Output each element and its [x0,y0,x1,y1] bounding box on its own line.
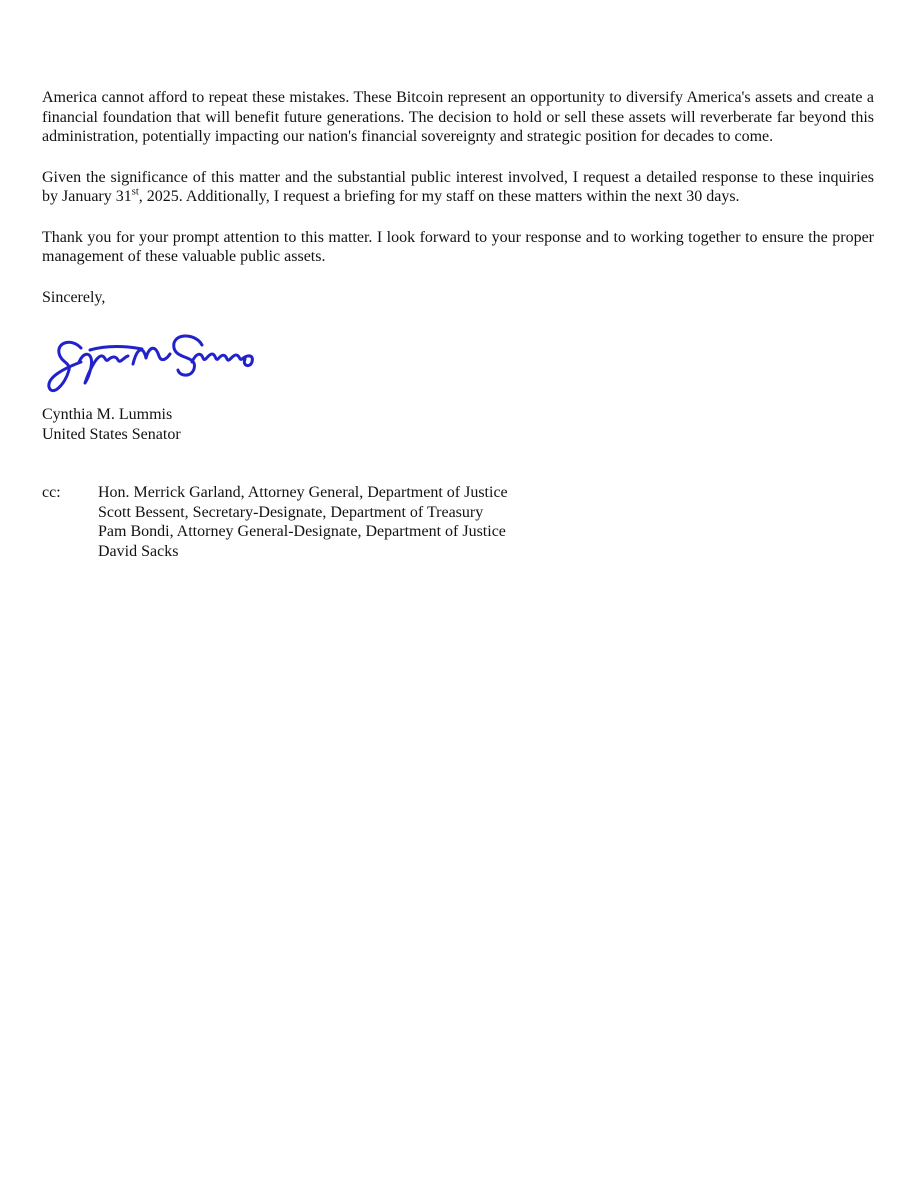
closing-salutation: Sincerely, [42,288,106,306]
cc-label: cc: [42,484,61,501]
letter-paragraph-2 [42,168,874,207]
signature-image [42,331,258,399]
signer-name: Cynthia M. Lummis [42,406,173,423]
paragraph-2-text-after: , 2025. Additionally, I request a briefing for my staff on these matters within the next 30 days. [138,188,740,205]
letter-paragraph-3: Thank you for your prompt attention to this matter. I look forward to your response and to working together to ensure the proper management of these valuable public assets. [42,228,874,265]
ordinal-superscript: st [131,186,139,198]
cc-block [42,483,874,561]
cc-recipient: David Sacks [98,542,179,560]
cc-recipient: Hon. Merrick Garland, Attorney General, Department of Justice [98,484,508,501]
cc-list [98,483,874,561]
signer-title: United States Senator [42,426,181,443]
paragraph-2-text-before: Given the significance of this matter and the substantial public interest involved, I request a detailed response to these inquiries by January 31 [42,168,874,205]
letter-paragraph-1: America cannot afford to repeat these mistakes. These Bitcoin represent an opportunity to diversify America's assets and create a financial foundation that will benefit future generations. The decision to hold or sell these assets will reverberate far beyond this administration, potentially impacting our nation's financial sovereignty and strategic position for decades to come. [42,89,874,145]
cc-recipient: Pam Bondi, Attorney General-Designate, Department of Justice [98,523,506,540]
signature-block [42,331,874,399]
cc-recipient: Scott Bessent, Secretary-Designate, Department of Treasury [98,503,484,521]
signature-ink [49,336,253,391]
signer-block [42,405,874,445]
